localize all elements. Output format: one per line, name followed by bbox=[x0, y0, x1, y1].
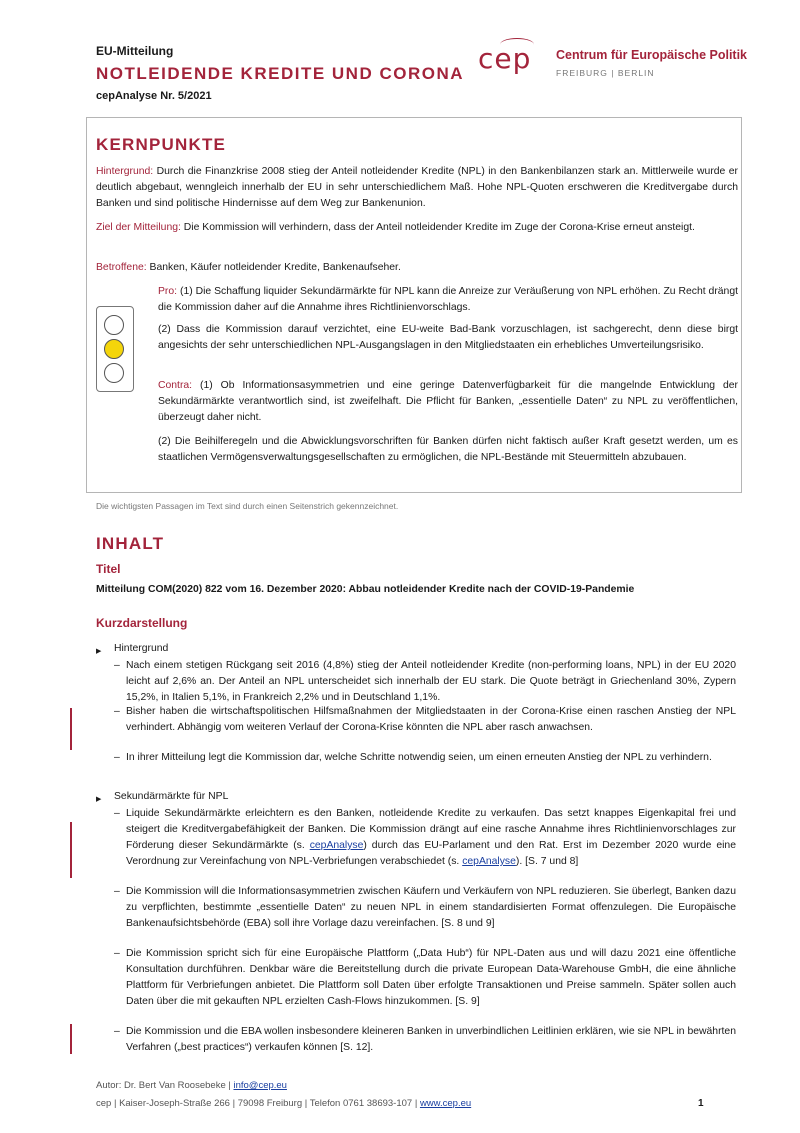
footer-author bbox=[96, 1080, 287, 1091]
section-heading-hintergrund: Hintergrund bbox=[114, 643, 169, 654]
inhalt-title: INHALT bbox=[96, 534, 165, 553]
pro-label: Pro: bbox=[158, 286, 178, 297]
contra-2-paragraph: (2) Die Beihilferegeln und die Abwicklungsvorschriften für Banken dürfen nicht faktisch außer Kraft gesetzt werden, um es staatlichen Vermögensverwaltungsgesellschaften zu ermöglichen, die NPL-Bestände mit Steuermitteln abzubauen. bbox=[158, 436, 738, 463]
sidebar-note: Die wichtigsten Passagen im Text sind durch einen Seitenstrich gekennzeichnet. bbox=[96, 501, 399, 511]
triangle-bullet-icon: ▶ bbox=[96, 796, 102, 803]
ziel-paragraph bbox=[96, 220, 738, 236]
pro-2-paragraph: (2) Dass die Kommission darauf verzichtet, eine EU-weite Bad-Bank vorzuschlagen, ist sachgerecht, denn diese birgt angesichts der sehr unterschiedlichen NPL-Ausgangslagen in den Mitgliedstaaten ein erhebliches Umverteilungsrisiko. bbox=[158, 324, 738, 351]
hintergrund-text: Durch die Finanzkrise 2008 stieg der Anteil notleidender Kredite (NPL) in den Bankenbilanzen stark an. Mittlerweile wurde er deutlich abgebaut, wenngleich innerhalb der EU in sehr unterschiedlichem Maß. Hohe NPL-Quoten erschweren die Kreditvergabe durch Banken und sind politische Hindernisse auf dem Weg zur Bankenunion. bbox=[96, 166, 738, 209]
betroffene-text: Banken, Käufer notleidender Kredite, Bankenaufseher. bbox=[149, 262, 401, 273]
betroffene-label: Betroffene: bbox=[96, 262, 147, 273]
section-heading-sekundaermaerkte: Sekundärmärkte für NPL bbox=[114, 791, 229, 802]
list-item: Die Kommission spricht sich für eine Europäische Plattform („Data Hub“) für NPL-Daten aus und will dazu 2021 eine öffentliche Konsultation durchführen. Denkbar wäre die Bereitstellung durch die private European Data-Warehouse GmbH, die eine ähnliche Plattform für Verbriefungen anbietet. Die Plattform soll Daten über erfolgte Transaktionen und Preise sammeln. Später sollen auch Daten über die mit gekauften NPL erzielten Cash-Flows hinzukommen. [S. 9] bbox=[126, 948, 736, 1007]
dash-bullet: – bbox=[114, 706, 120, 717]
ziel-text: Die Kommission will verhindern, dass der Anteil notleidender Kredite im Zuge der Corona-Krise erneut ansteigt. bbox=[183, 222, 695, 233]
importance-marker bbox=[70, 822, 72, 878]
list-item bbox=[126, 806, 736, 870]
dash-bullet: – bbox=[114, 1026, 120, 1037]
cep-logo bbox=[478, 40, 748, 90]
list-item: In ihrer Mitteilung legt die Kommission dar, welche Schritte notwendig seien, um einen erneuten Anstieg der NPL zu verhindern. bbox=[126, 752, 712, 763]
importance-marker bbox=[70, 1024, 72, 1054]
item-text: ). [S. 7 und 8] bbox=[515, 856, 579, 867]
dash-bullet: – bbox=[114, 886, 120, 897]
dash-bullet: – bbox=[114, 948, 120, 959]
traffic-light-green-lamp bbox=[104, 363, 124, 383]
page-number: 1 bbox=[698, 1098, 704, 1109]
footer-address-text: cep | Kaiser-Joseph-Straße 266 | 79098 Freiburg | Telefon 0761 38693-107 | bbox=[96, 1098, 418, 1109]
list-item: Bisher haben die wirtschaftspolitischen Hilfsmaßnahmen der Mitgliedstaaten in der Corona-Krise einen raschen Anstieg der NPL verhindert. Abhängig vom weiteren Verlauf der Corona-Krise könnten die NPL aber rasch anwachsen. bbox=[126, 706, 736, 733]
hintergrund-label: Hintergrund: bbox=[96, 166, 154, 177]
dash-bullet: – bbox=[114, 752, 120, 763]
item-text: ) durch das EU-Parlament und den Rat. Erst im Dezember 2020 wurde eine Verordnung zur Vereinfachung von NPL-Verbriefungen verabschiedet (s. bbox=[126, 840, 736, 867]
titel-text: Mitteilung COM(2020) 822 vom 16. Dezember 2020: Abbau notleidender Kredite nach der COVID-19-Pandemie bbox=[96, 584, 635, 595]
page-title: NOTLEIDENDE KREDITE UND CORONA bbox=[96, 64, 465, 83]
logo-locations: FREIBURG | BERLIN bbox=[556, 68, 655, 78]
cep-analyse-link[interactable]: cepAnalyse bbox=[462, 856, 516, 867]
pro-1-text: (1) Die Schaffung liquider Sekundärmärkte für NPL kann die Anreize zur Veräußerung von NPL erhöhen. Zu Recht drängt die Kommission daher auf die Annahme ihres Richtlinienvorschlags. bbox=[158, 286, 738, 313]
item-text: Liquide Sekundärmärkte erleichtern es den Banken, notleidende Kredite zu verkaufen. Das setzt knappes Eigenkapital frei und steigert die Kreditvergabefähigkeit der Banken. Die Kommission drängt auf eine rasche Annahme ihres Richtlinienvorschlages zur Förderung dieser Sekundärmärkte (s. bbox=[126, 808, 736, 851]
betroffene-paragraph bbox=[96, 260, 738, 276]
dash-bullet: – bbox=[114, 660, 120, 671]
footer-address bbox=[96, 1098, 471, 1109]
list-item: Die Kommission will die Informationsasymmetrien zwischen Käufern und Verkäufern von NPL reduzieren. Sie überlegt, Banken dazu zu verpflichten, bestimmte „essentielle Daten“ zu neuen NPL in einem standardisierten Format offenzulegen. Die Europäische Bankenaufsichtsbehörde (EBA) soll ihre Vorlage dazu vereinfachen. [S. 8 und 9] bbox=[126, 886, 736, 929]
kernpunkte-title: KERNPUNKTE bbox=[96, 135, 227, 154]
ziel-label: Ziel der Mitteilung: bbox=[96, 222, 181, 233]
kurzdarstellung-heading: Kurzdarstellung bbox=[96, 616, 188, 630]
doc-type: EU-Mitteilung bbox=[96, 44, 174, 58]
footer-email-link[interactable]: info@cep.eu bbox=[233, 1080, 287, 1091]
dash-bullet: – bbox=[114, 808, 120, 819]
list-item: Die Kommission und die EBA wollen insbesondere kleineren Banken in unverbindlichen Leitlinien erklären, wie sie NPL in bewährten Verfahren („best practices“) verkaufen können [S. 12]. bbox=[126, 1026, 736, 1053]
traffic-light-yellow-lamp bbox=[104, 339, 124, 359]
traffic-light-red-lamp bbox=[104, 315, 124, 335]
importance-marker bbox=[70, 708, 72, 750]
titel-heading: Titel bbox=[96, 562, 121, 576]
cep-analyse-link[interactable]: cepAnalyse bbox=[309, 840, 364, 851]
footer-author-text: Autor: Dr. Bert Van Roosebeke | bbox=[96, 1080, 231, 1091]
contra-1-text: (1) Ob Informationsasymmetrien und eine geringe Datenverfügbarkeit für die mangelnde Entwicklung der Sekundärmärkte verantwortlich sind, ist zweifelhaft. Die Pflicht für Banken, „essentielle Daten“ zu NPL zu veröffentlichen, überzeugt daher nicht. bbox=[158, 380, 738, 423]
contra-1-paragraph bbox=[158, 378, 738, 426]
pro-1-paragraph bbox=[158, 284, 738, 316]
footer-website-link[interactable]: www.cep.eu bbox=[419, 1098, 472, 1109]
contra-label: Contra: bbox=[158, 380, 193, 391]
list-item: Nach einem stetigen Rückgang seit 2016 (4,8%) stieg der Anteil notleidender Kredite (non-performing loans, NPL) in der EU 2020 leicht auf 2,6% an. Der Anteil an NPL unterscheidet sich innerhalb der EU stark. Die Quote beträgt in Griechenland 30%, Zypern 15,2%, in Italien 5,1%, in Frankreich 2,2% und in Deutschland 1,1%. bbox=[126, 660, 736, 703]
doc-series: cepAnalyse Nr. 5/2021 bbox=[96, 90, 212, 102]
hintergrund-paragraph bbox=[96, 164, 738, 212]
logo-org-name: Centrum für Europäische Politik bbox=[556, 48, 748, 62]
traffic-light-icon bbox=[96, 306, 134, 392]
logo-mark: cep bbox=[478, 42, 532, 75]
triangle-bullet-icon: ▶ bbox=[96, 648, 102, 655]
